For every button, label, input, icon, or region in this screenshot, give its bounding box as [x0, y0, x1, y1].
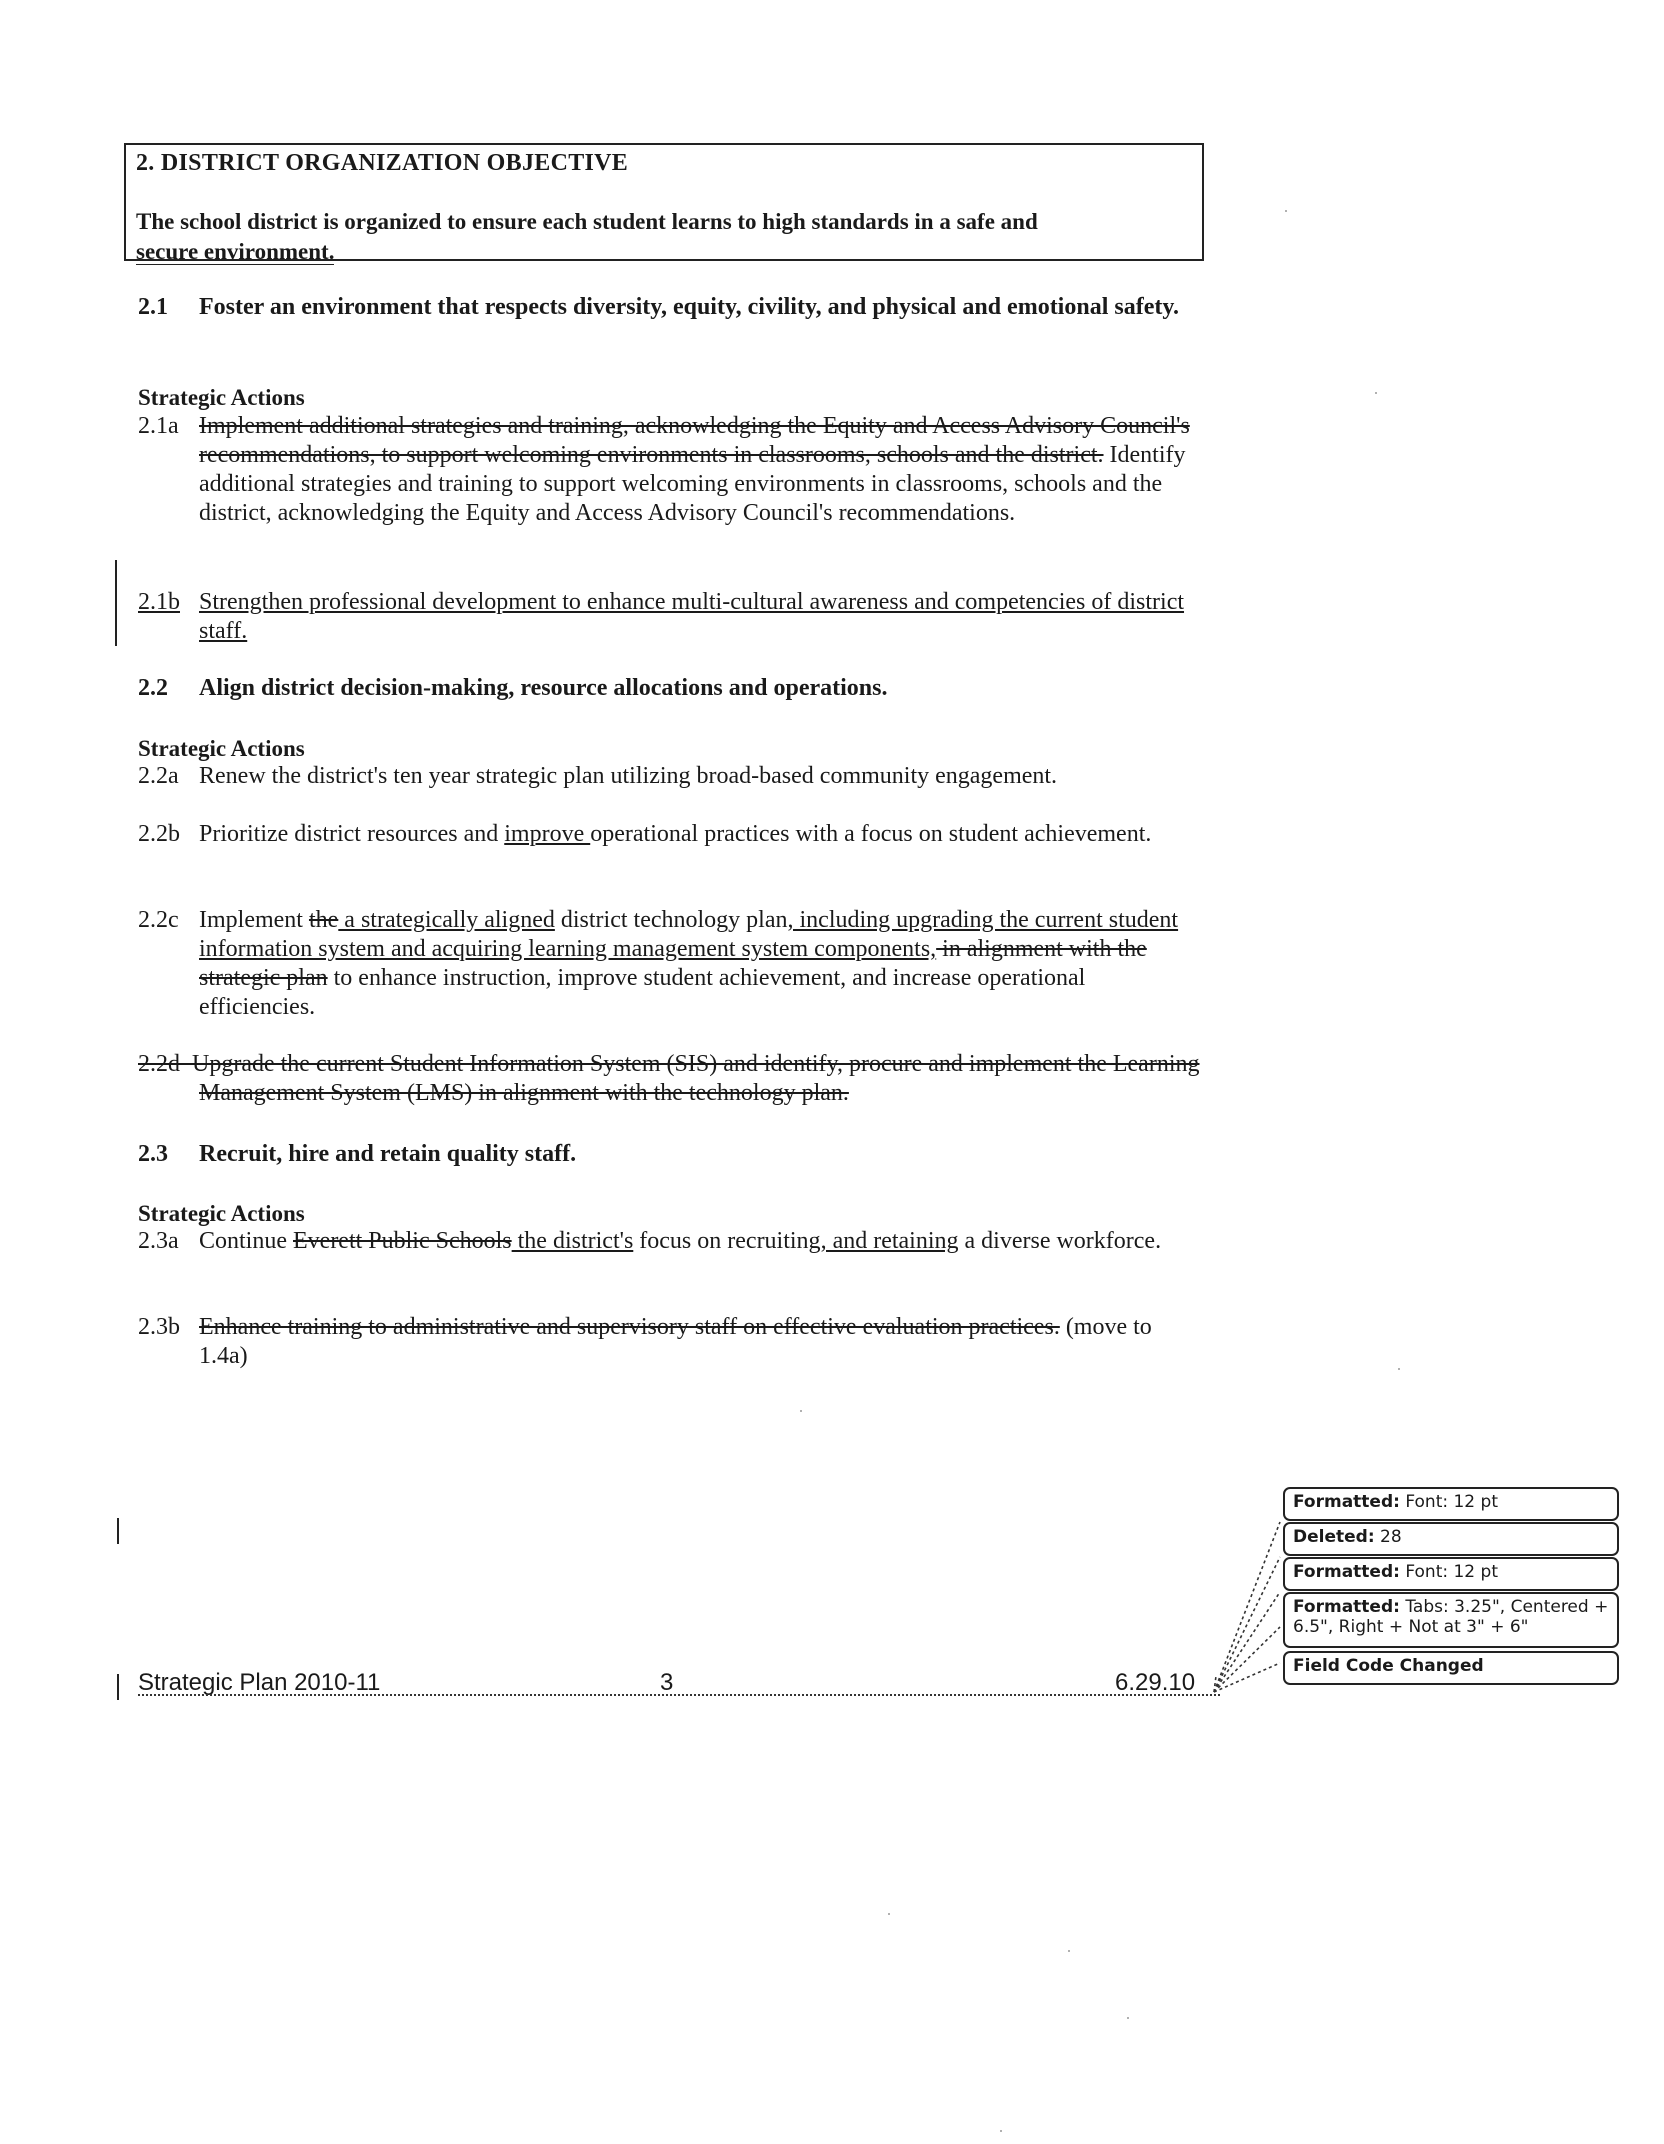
goal-text: Foster an environment that respects diversity, equity, civility, and physical and emotional safety.	[199, 294, 1180, 320]
balloon-label: Formatted:	[1293, 1562, 1400, 1582]
change-balloon[interactable]	[1283, 1557, 1619, 1591]
current-text: (move to 1.4a)	[199, 1314, 1152, 1369]
action-number: 2.2c	[138, 907, 179, 933]
action-2-2a	[138, 762, 1218, 792]
strategic-actions-title: Strategic Actions	[138, 385, 305, 410]
balloon-value: Font: 12 pt	[1399, 1492, 1498, 1512]
objective-statement	[136, 207, 1176, 267]
scan-speck	[888, 1913, 890, 1915]
goal-2-1	[138, 292, 1218, 354]
inserted-text: a strategically aligned	[338, 907, 555, 933]
strategic-actions-title: Strategic Actions	[138, 736, 305, 761]
goal-number: 2.2	[138, 675, 168, 701]
footer-date: 6.29.10	[1115, 1669, 1196, 1696]
goal-number: 2.1	[138, 294, 168, 320]
action-2-2d	[138, 1050, 1218, 1110]
current-text: focus on recruiting	[633, 1228, 821, 1254]
balloon-label: Deleted:	[1293, 1527, 1375, 1547]
balloon-value: Tabs: 3.25", Centered + 6.5", Right + Not at 3" + 6"	[1293, 1597, 1609, 1637]
action-text	[199, 906, 1199, 1022]
action-number: 2.1b	[138, 589, 180, 615]
deleted-text: the	[308, 907, 339, 933]
strategic-actions-title: Strategic Actions	[138, 1201, 305, 1226]
action-number: 2.2b	[138, 821, 180, 847]
action-number: 2.3b	[138, 1314, 180, 1340]
deleted-text: Enhance training to administrative and supervisory staff on effective evaluation practices.	[199, 1314, 1060, 1340]
goal-number: 2.3	[138, 1141, 168, 1167]
deleted-text: Everett Public Schools	[293, 1228, 512, 1254]
scan-speck	[800, 1410, 802, 1412]
current-text: Continue	[199, 1228, 293, 1254]
action-2-3b	[138, 1313, 1218, 1373]
current-text: to enhance instruction, improve student achievement, and increase operational efficiencies.	[199, 965, 1086, 1020]
change-bar	[115, 560, 117, 646]
deleted-text: Implement additional strategies and training, acknowledging the Equity and Access Advisory Council's recommendations, to support welcoming environments in classrooms, schools and the district.	[199, 413, 1190, 468]
change-balloon[interactable]	[1283, 1522, 1619, 1556]
scan-speck	[1285, 210, 1287, 212]
current-text: Prioritize district resources and	[199, 821, 505, 847]
action-text: Renew the district's ten year strategic plan utilizing broad-based community engagement.	[199, 763, 1058, 789]
current-text: operational practices with a focus on student achievement.	[590, 821, 1152, 847]
balloon-value: Font: 12 pt	[1399, 1562, 1498, 1582]
change-bar	[117, 1518, 119, 1544]
inserted-text: , including upgrading the current student information system and acquiring learning management system components,	[199, 907, 1179, 962]
change-balloon[interactable]	[1283, 1487, 1619, 1521]
footer-title: Strategic Plan 2010-11	[138, 1669, 381, 1696]
action-number: 2.1a	[138, 413, 179, 439]
deleted-text: in alignment with the strategic plan	[199, 936, 1147, 991]
change-bar	[117, 1674, 119, 1700]
action-2-2b	[138, 820, 1218, 880]
current-text: a diverse workforce.	[958, 1228, 1162, 1254]
goal-text: Recruit, hire and retain quality staff.	[199, 1141, 577, 1167]
inserted-text: , and retaining	[820, 1228, 959, 1254]
inserted-text: Strengthen professional development to enhance multi-cultural awareness and competencies of district staff.	[199, 589, 1185, 644]
scan-speck	[1068, 1950, 1070, 1952]
objective-statement-line2: secure environment.	[136, 239, 335, 264]
action-text	[199, 1227, 1199, 1256]
current-text: Identify additional strategies and training to support welcoming environments in classrooms, schools and the district, acknowledging the Equity and Access Advisory Council's recommendations.	[199, 442, 1186, 526]
action-number: 2.2a	[138, 763, 179, 789]
action-2-3a	[138, 1227, 1218, 1287]
balloon-label: Formatted:	[1293, 1597, 1400, 1617]
balloon-label: Formatted:	[1293, 1492, 1400, 1512]
scan-speck	[1398, 1368, 1400, 1370]
change-balloon[interactable]	[1283, 1651, 1619, 1685]
action-text	[199, 820, 1199, 849]
goal-2-3	[138, 1139, 1218, 1171]
footer-page-number: 3	[660, 1669, 674, 1696]
current-text: Implement	[199, 907, 309, 933]
objective-statement-line1: The school district is organized to ensure each student learns to high standards in a safe and	[136, 209, 1038, 234]
action-number: 2.3a	[138, 1228, 179, 1254]
objective-heading: 2. DISTRICT ORGANIZATION OBJECTIVE	[136, 150, 629, 176]
action-2-2c	[138, 906, 1218, 1026]
balloon-value: 28	[1374, 1527, 1402, 1547]
current-text: district technology plan	[554, 907, 788, 933]
scan-speck	[1375, 392, 1377, 394]
deleted-text: 2.2d Upgrade the current Student Information System (SIS) and identify, procure and implement the Learning Management System (LMS) in alignment with the technology plan.	[138, 1051, 1200, 1106]
objective-box	[124, 143, 1204, 264]
goal-2-2	[138, 673, 1218, 705]
balloon-label: Field Code Changed	[1293, 1656, 1484, 1676]
action-2-1b	[138, 588, 1218, 648]
footer-dotted-line	[138, 1694, 1220, 1696]
action-text	[199, 1313, 1199, 1371]
change-balloon[interactable]	[1283, 1592, 1619, 1648]
action-text	[199, 412, 1199, 528]
comment-leader-lines	[1210, 1480, 1290, 1700]
inserted-text: improve	[504, 821, 591, 847]
goal-text: Align district decision-making, resource allocations and operations.	[199, 675, 888, 701]
inserted-text: the district's	[511, 1228, 634, 1254]
scan-speck	[1000, 2130, 1002, 2132]
action-2-1a	[138, 412, 1218, 562]
scan-speck	[1127, 2017, 1129, 2019]
action-text	[199, 588, 1199, 646]
